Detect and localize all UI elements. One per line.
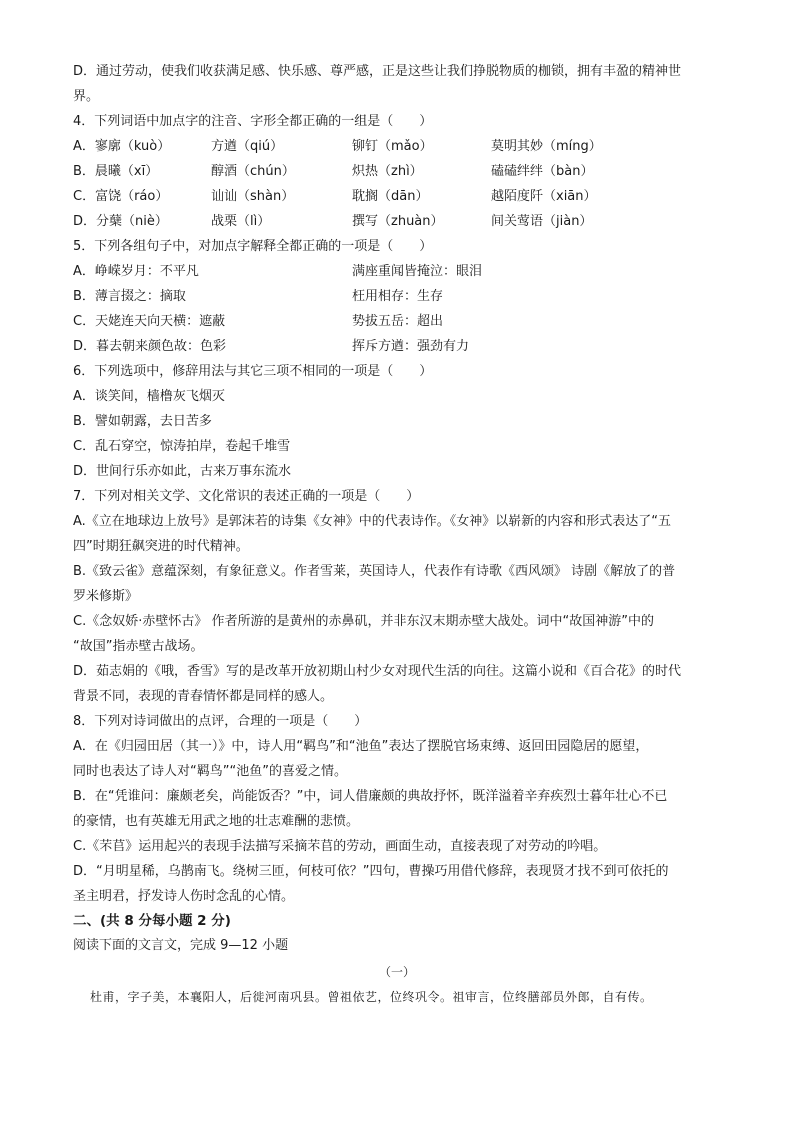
q8-option-a-line1: A．在《归园田居（其一）》中，诗人用“羁鸟”和“池鱼”表达了摆脱官场束缚、返回田园隐居的愿望， [73, 739, 649, 754]
question-5-stem: 5．下列各组句子中，对加点字解释全都正确的一项是（ ） [73, 239, 433, 254]
q8-option-d-line2: 圣主明君，抒发诗人伤时念乱的心情。 [73, 889, 295, 904]
q5-b-1: B．薄言掇之：摘取 [73, 289, 186, 304]
q5-a-1: A．峥嵘岁月：不平凡 [73, 264, 199, 279]
q4-a-4: 莫明其妙（míng） [491, 139, 602, 154]
q3-option-d-line2: 界。 [73, 89, 100, 104]
question-8-stem: 8．下列对诗词做出的点评，合理的一项是（ ） [73, 714, 368, 729]
q8-option-d-line1: D．“月明星稀，乌鹊南飞。绕树三匝，何枝可依？”四句，曹操巧用借代修辞，表现贤才找不到可依托的 [73, 864, 669, 879]
q5-b-2: 枉用相存：生存 [352, 289, 444, 304]
q4-b-4: 磕磕绊绊（bàn） [491, 164, 594, 179]
q4-a-1: A．寥廓（kuò） [73, 139, 171, 154]
q5-d-2: 挥斥方遒：强劲有力 [352, 339, 470, 354]
q4-d-4: 间关莺语（jiàn） [491, 214, 593, 229]
q7-option-b-line2: 罗米修斯》 [73, 589, 139, 604]
q4-b-1: B．晨曦（xī） [73, 164, 159, 179]
question-6-stem: 6．下列选项中，修辞用法与其它三项不相同的一项是（ ） [73, 364, 433, 379]
section-2-instruction: 阅读下面的文言文，完成 9—12 小题 [73, 938, 289, 953]
q4-c-1: C．富饶（ráo） [73, 189, 169, 204]
passage-part-title: （一） [378, 965, 415, 979]
q7-option-b-line1: B.《致云雀》意蕴深刻，有象征意义。作者雪莱，英国诗人，代表作有诗歌《西风颂》 诗剧《解放了的普 [73, 564, 676, 579]
q4-d-1: D．分蘖（niè） [73, 214, 168, 229]
q4-c-3: 耽搁（dān） [352, 189, 429, 204]
q7-option-a-line2: 四”时期狂飙突进的时代精神。 [73, 539, 249, 554]
q5-a-2: 满座重闻皆掩泣：眼泪 [352, 264, 483, 279]
q6-option-a: A．谈笑间，樯橹灰飞烟灭 [73, 389, 225, 404]
question-4-stem: 4．下列词语中加点字的注音、字形全都正确的一组是（ ） [73, 114, 433, 129]
q4-b-3: 炽热（zhì） [352, 164, 423, 179]
q7-option-c-line1: C.《念奴娇·赤壁怀古》 作者所游的是黄州的赤鼻矶，并非东汉末期赤壁大战处。词中“故国神游”中的 [73, 614, 654, 629]
q5-c-2: 势拔五岳：超出 [352, 314, 444, 329]
q7-option-d-line2: 背景不同，表现的青春情怀都是同样的感人。 [73, 689, 334, 704]
q3-option-d-line1: D．通过劳动，使我们收获满足感、快乐感、尊严感，正是这些让我们挣脱物质的枷锁，拥有丰盈的精神世 [73, 64, 682, 79]
q6-option-d: D．世间行乐亦如此，古来万事东流水 [73, 464, 292, 479]
q8-option-c: C.《芣苢》运用起兴的表现手法描写采摘芣苢的劳动，画面生动，直接表现了对劳动的吟唱。 [73, 839, 607, 854]
q4-a-3: 铆钉（mǎo） [352, 139, 433, 154]
q8-option-b-line2: 的豪情，也有英雄无用武之地的壮志难酬的悲愤。 [73, 814, 360, 829]
q8-option-b-line1: B．在“凭谁问：廉颇老矣，尚能饭否？”中，词人借廉颇的典故抒怀，既洋溢着辛弃疾烈士暮年壮心不已 [73, 789, 668, 804]
q7-option-d-line1: D．茹志娟的《哦，香雪》写的是改革开放初期山村少女对现代生活的向往。这篇小说和《百合花》的时代 [73, 664, 682, 679]
section-2-heading: 二、(共 8 分每小题 2 分) [73, 913, 231, 929]
q4-a-2: 方遒（qiú） [211, 139, 284, 154]
q4-d-3: 撰写（zhuàn） [352, 214, 444, 229]
q7-option-c-line2: “故国”指赤壁古战场。 [73, 639, 204, 654]
q4-b-2: 醇酒（chún） [211, 164, 295, 179]
q6-option-c: C．乱石穿空，惊涛拍岸，卷起千堆雪 [73, 439, 291, 454]
q4-d-2: 战栗（lì） [211, 214, 271, 229]
q8-option-a-line2: 同时也表达了诗人对“羁鸟”“池鱼”的喜爱之情。 [73, 764, 347, 779]
q4-c-4: 越陌度阡（xiān） [491, 189, 597, 204]
q5-c-1: C．天姥连天向天横：遮蔽 [73, 314, 226, 329]
q5-d-1: D．暮去朝来颜色故：色彩 [73, 339, 227, 354]
q6-option-b: B．譬如朝露，去日苦多 [73, 414, 212, 429]
passage-first-line: 杜甫，字子美，本襄阳人，后徙河南巩县。曾祖依艺，位终巩令。祖审言，位终膳部员外郎，自有传。 [90, 990, 653, 1004]
question-7-stem: 7．下列对相关文学、文化常识的表述正确的一项是（ ） [73, 489, 420, 504]
q4-c-2: 讪讪（shàn） [211, 189, 295, 204]
q7-option-a-line1: A.《立在地球边上放号》是郭沫若的诗集《女神》中的代表诗作。《女神》以崭新的内容和形式表达了“五 [73, 514, 672, 529]
